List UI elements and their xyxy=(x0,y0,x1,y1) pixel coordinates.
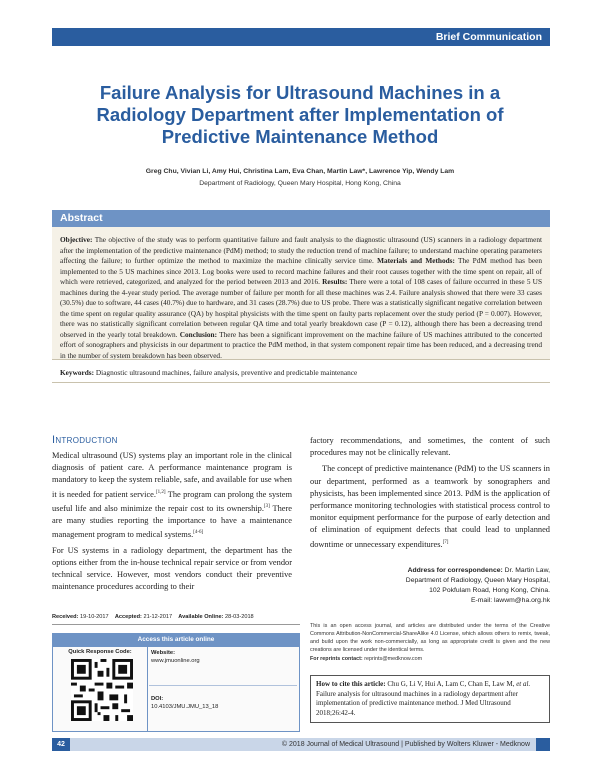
section-label: Brief Communication xyxy=(435,31,542,43)
keywords xyxy=(52,359,550,383)
body-column-left xyxy=(52,450,292,598)
introduction-heading: Introduction xyxy=(52,434,118,446)
paragraph: Medical ultrasound (US) systems play an important role in the clinical diagnosis of patient care. A performance maintenance program is mandatory to keep the system reliable, safe, and available for use when it is needed for patient service.[1,2] The program can prolong the system useful life and also minimize the repair cost to its ownership.[3] There are many studies reporting the importance to have a maintenance management program to medical systems.[4-6] xyxy=(52,451,292,539)
article-dates: Received: 19-10-2017 Accepted: 21-12-2017 Available Online: 28-03-2018 xyxy=(52,614,300,625)
paragraph: The concept of predictive maintenance (PdM) to the US scanners in our department, performed as a teamwork by sonographers and physicists, has been implemented since 2013. PdM is the application of performance monitoring technologies with statistical process control to monitor equipment performance for the purpose of early detection and of elimination of equipment defects that could lead to unplanned downtime or unnecessary expenditures.[7] xyxy=(310,464,550,549)
page-number: 42 xyxy=(52,738,70,751)
results-text: There were a total of 108 cases of failure occurred in these 5 US machines during the 4-year study period. The average number of failure per month for all these machines was 2.4. Failure analysis showed that there were 33 cases (30.5%) due to software, 44 cases (40.7%) due to hardware, and 31 cases (28.7%) due to US probe. There was a statistically significant negative correlation between the time spent on regular quality assurance (QA) by hospital physicists with the time spent on faulty parts replacement over the study period (P = 0.007). However, there was no statistically significant correlation between regular QA time and total yearly breakdown case (P = 0.12), although there has been a decreasing trend observed in the yearly total breakdown. xyxy=(60,277,542,339)
accepted-date: 21-12-2017 xyxy=(143,614,173,620)
section-label-bar xyxy=(52,28,550,46)
qr-code-icon[interactable] xyxy=(71,659,133,721)
correspondence-label: Address for correspondence: xyxy=(407,567,503,574)
correspondence-email[interactable]: E-mail: lawwm@ha.org.hk xyxy=(470,597,550,604)
conclusion-text: There has been a significant improvement on the machine failure of US machines attributed to the concerted effort of sonographers and physicists in our department to practice the PdM method, in that system component repair time has been reduced, and a decreasing trend in the number of system breakdown has been observed. xyxy=(60,329,542,360)
correspondence-line1: Department of Radiology, Queen Mary Hospital, xyxy=(405,577,550,584)
paragraph: For US systems in a radiology department, the department has the options either from the in-house technical repair service or from vendor technical service. However, most vendors conduct their preventive maintenance procedures according to their xyxy=(52,545,292,592)
correspondence-block xyxy=(310,566,550,606)
correspondence-line2: 102 Pokfulam Road, Hong Kong, China. xyxy=(429,587,550,594)
objective-text: The objective of the study was to perform quantitative failure and fault analysis to the diagnostic ultrasound (US) scanners in a radiology department after the implementation of the predictive maintenance (PdM) method; to study the reduction trend of machine failure; to understand machine operating parameters affecting the failure; to further optimize the method to maximize the machine clinically service time. xyxy=(60,235,542,265)
author-list: Greg Chu, Vivian Li, Amy Hui, Christina Lam, Eva Chan, Martin Law*, Lawrence Yip, Wendy Lam xyxy=(145,168,455,175)
reprints-line xyxy=(310,656,550,662)
objective-label: Objective: xyxy=(60,235,93,244)
online-date: 28-03-2018 xyxy=(225,614,254,620)
citation-box xyxy=(310,675,550,723)
divider xyxy=(149,685,297,686)
open-access-notice: This is an open access journal, and articles are distributed under the terms of the Creative Commons Attribution-NonCommercial-ShareAlike 4.0 License, which allows others to remix, tweak, and build upon the work non-commercially, as long as appropriate credit is given and the new creations are licensed under the identical terms. xyxy=(310,623,550,653)
footer-text: © 2018 Journal of Medical Ultrasound | Published by Wolters Kluwer - Medknow xyxy=(281,741,530,748)
footer-accent xyxy=(536,738,550,751)
results-label: Results: xyxy=(322,277,348,286)
correspondence-name: Dr. Martin Law, xyxy=(504,567,550,574)
access-online-box xyxy=(52,646,300,732)
website-label: Website: xyxy=(151,650,176,656)
qr-label: Quick Response Code: xyxy=(68,649,132,655)
abstract-body xyxy=(52,227,550,359)
doi-block xyxy=(151,695,291,711)
methods-label: Materials and Methods: xyxy=(377,256,455,265)
abstract-heading: Abstract xyxy=(52,210,550,227)
paragraph: factory recommendations, and sometimes, the content of such procedures may not be clinically relevant. xyxy=(310,436,550,458)
body-column-right xyxy=(310,435,550,555)
reprints-email[interactable]: reprints@medknow.com xyxy=(364,656,423,662)
cite-rest: Failure analysis for ultrasound machines in a radiology department after implementation of predictive maintenance method. J Med Ultrasound 2018;26:42-4. xyxy=(316,689,518,717)
website-link[interactable]: www.jmuonline.org xyxy=(151,658,200,664)
cite-label: How to cite this article: xyxy=(316,680,386,688)
keywords-label: Keywords: xyxy=(60,368,95,377)
affiliation: Department of Radiology, Queen Mary Hospital, Hong Kong, China xyxy=(199,180,401,187)
cite-etal: et al. xyxy=(516,680,531,688)
cite-authors: Chu G, Li V, Hui A, Lam C, Chan E, Law M, xyxy=(387,680,515,688)
reprints-label: For reprints contact: xyxy=(310,656,363,662)
doi-label: DOI: xyxy=(151,696,164,702)
methods-text: The PdM method has been implemented to the 5 US machines since 2013. Log books were used to record machine failures and their root causes together with the time spent on repair, all of which were retrieved, categorized, and analyzed for the period between 2013 and 2016. xyxy=(60,256,542,286)
website-block xyxy=(151,649,291,665)
doi-link[interactable]: 10.4103/JMU.JMU_13_18 xyxy=(151,704,219,710)
article-title: Failure Analysis for Ultrasound Machines in a Radiology Department after Implementation of Predictive Maintenance Method xyxy=(96,82,504,147)
page-footer xyxy=(52,738,550,751)
received-date: 19-10-2017 xyxy=(80,614,109,620)
divider xyxy=(147,647,148,731)
keywords-text: Diagnostic ultrasound machines, failure analysis, preventive and predictable maintenance xyxy=(95,368,358,377)
conclusion-label: Conclusion: xyxy=(179,329,218,339)
access-online-heading: Access this article online xyxy=(52,633,300,646)
